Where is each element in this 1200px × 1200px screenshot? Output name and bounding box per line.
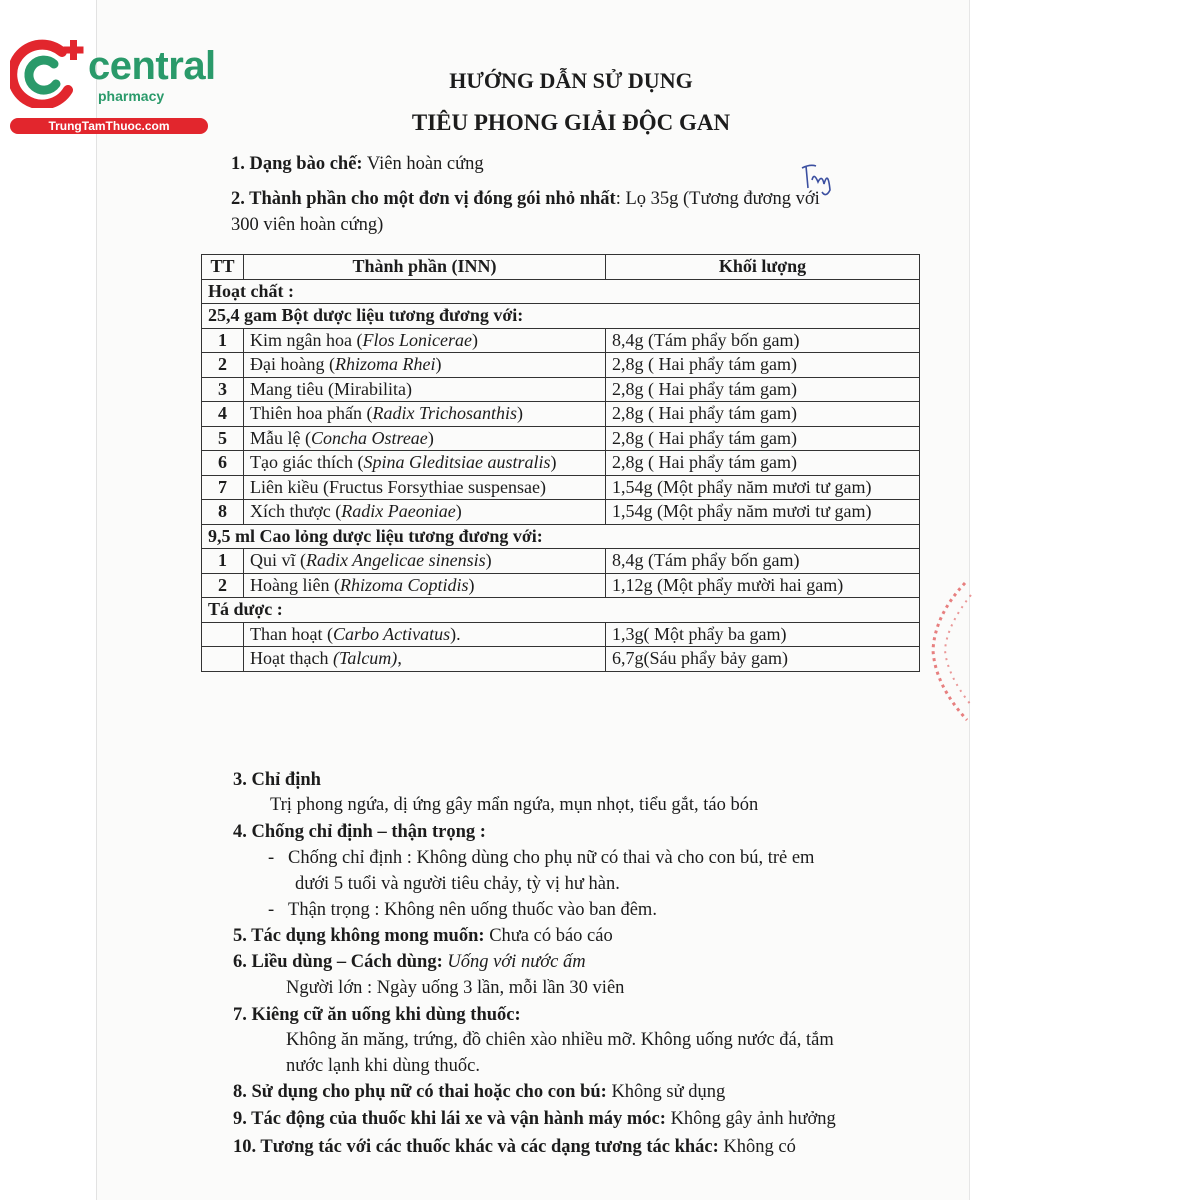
row-number: 4 (202, 402, 244, 427)
ingredient-name: Mẫu lệ (Concha Ostreae) (244, 426, 606, 451)
header-amount: Khối lượng (606, 255, 920, 280)
contraindication-bullet-cont: dưới 5 tuổi và người tiêu chảy, tỳ vị hư hàn. (295, 874, 620, 894)
table-row (202, 451, 920, 476)
powder-group-row (202, 304, 920, 329)
table-row (202, 622, 920, 647)
section-pregnancy: 8. Sử dụng cho phụ nữ có thai hoặc cho con bú: Không sử dụng (233, 1082, 726, 1102)
ingredient-amount: 2,8g ( Hai phẩy tám gam) (606, 402, 920, 427)
section-indication-title: 3. Chỉ định (233, 770, 321, 790)
ingredient-amount: 1,12g (Một phẩy mười hai gam) (606, 573, 920, 598)
table-row (202, 647, 920, 672)
section-diet-line2: nước lạnh khi dùng thuốc. (286, 1056, 480, 1076)
section-diet-title: 7. Kiêng cữ ăn uống khi dùng thuốc: (233, 1005, 521, 1025)
ingredient-amount: 6,7g(Sáu phẩy bảy gam) (606, 647, 920, 672)
doc-title: HƯỚNG DẪN SỬ DỤNG (449, 68, 693, 93)
row-number: 6 (202, 451, 244, 476)
product-title: TIÊU PHONG GIẢI ĐỘC GAN (411, 110, 731, 135)
ingredient-amount: 1,54g (Một phẩy năm mươi tư gam) (606, 500, 920, 525)
ingredient-name: Xích thược (Radix Paeoniae) (244, 500, 606, 525)
section-dosage: 6. Liều dùng – Cách dùng: Uống với nước ấm (233, 952, 586, 972)
table-header-row (202, 255, 920, 280)
ingredient-name: Tạo giác thích (Spina Gleditsiae australis) (244, 451, 606, 476)
table-row (202, 573, 920, 598)
ingredient-amount: 1,54g (Một phẩy năm mươi tư gam) (606, 475, 920, 500)
red-stamp-edge (925, 575, 973, 725)
ingredient-amount: 8,4g (Tám phẩy bốn gam) (606, 328, 920, 353)
ingredient-name: Than hoạt (Carbo Activatus). (244, 622, 606, 647)
row-number (202, 647, 244, 672)
logo-wordmark: central (88, 44, 216, 88)
row-number (202, 622, 244, 647)
excipients-row (202, 598, 920, 623)
pharmacy-cross-icon (10, 38, 90, 108)
table-row (202, 426, 920, 451)
ingredient-amount: 2,8g ( Hai phẩy tám gam) (606, 353, 920, 378)
section-indication-text: Trị phong ngứa, dị ứng gây mẩn ngứa, mụn nhọt, tiểu gắt, táo bón (270, 795, 759, 815)
table-row (202, 500, 920, 525)
ingredient-name: Qui vĩ (Radix Angelicae sinensis) (244, 549, 606, 574)
precaution-bullet: - Thận trọng : Không nên uống thuốc vào ban đêm. (268, 900, 657, 920)
section-dosage-form: 1. Dạng bào chế: Viên hoàn cứng (231, 154, 484, 174)
section-label: 25,4 gam Bột dược liệu tương đương với: (202, 304, 920, 329)
ingredient-amount: 1,3g( Một phẩy ba gam) (606, 622, 920, 647)
logo-site-banner: TrungTamThuoc.com (10, 118, 208, 134)
row-number: 3 (202, 377, 244, 402)
section-driving: 9. Tác động của thuốc khi lái xe và vận hành máy móc: Không gây ảnh hưởng (233, 1109, 836, 1129)
section-label: 9,5 ml Cao lỏng dược liệu tương đương với: (202, 524, 920, 549)
ingredient-name: Đại hoàng (Rhizoma Rhei) (244, 353, 606, 378)
row-number: 2 (202, 353, 244, 378)
row-number: 5 (202, 426, 244, 451)
row-number: 1 (202, 549, 244, 574)
ingredient-name: Hoàng liên (Rhizoma Coptidis) (244, 573, 606, 598)
extract-group-row (202, 524, 920, 549)
ingredient-amount: 2,8g ( Hai phẩy tám gam) (606, 426, 920, 451)
table-row (202, 402, 920, 427)
section-composition-cont: 300 viên hoàn cứng) (231, 215, 384, 235)
ingredient-name: Kim ngân hoa (Flos Lonicerae) (244, 328, 606, 353)
active-ingredients-row (202, 279, 920, 304)
ingredient-name: Liên kiều (Fructus Forsythiae suspensae) (244, 475, 606, 500)
table-row (202, 328, 920, 353)
section-diet-line1: Không ăn măng, trứng, đồ chiên xào nhiều mỡ. Không uống nước đá, tắm (286, 1030, 834, 1050)
row-number: 7 (202, 475, 244, 500)
section-interactions: 10. Tương tác với các thuốc khác và các dạng tương tác khác: Không có (233, 1137, 796, 1157)
ingredient-amount: 2,8g ( Hai phẩy tám gam) (606, 377, 920, 402)
row-number: 2 (202, 573, 244, 598)
section-label: Hoạt chất : (202, 279, 920, 304)
row-number: 8 (202, 500, 244, 525)
table-row (202, 377, 920, 402)
ingredient-amount: 2,8g ( Hai phẩy tám gam) (606, 451, 920, 476)
table-row (202, 353, 920, 378)
section-label: Tá dược : (202, 598, 920, 623)
ingredients-table (201, 254, 920, 672)
ingredient-name: Mang tiêu (Mirabilita) (244, 377, 606, 402)
section-contraindication-title: 4. Chống chỉ định – thận trọng : (233, 822, 486, 842)
ingredient-name: Hoạt thạch (Talcum), (244, 647, 606, 672)
logo-subtitle: pharmacy (98, 88, 165, 104)
section-dosage-detail: Người lớn : Ngày uống 3 lần, mỗi lần 30 viên (286, 978, 625, 998)
section-side-effects: 5. Tác dụng không mong muốn: Chưa có báo cáo (233, 926, 613, 946)
row-number: 1 (202, 328, 244, 353)
ingredient-amount: 8,4g (Tám phẩy bốn gam) (606, 549, 920, 574)
header-tt: TT (202, 255, 244, 280)
table-row (202, 475, 920, 500)
section-composition: 2. Thành phần cho một đơn vị đóng gói nhỏ nhất: Lọ 35g (Tương đương với (231, 189, 820, 209)
header-ingredient: Thành phần (INN) (244, 255, 606, 280)
ingredient-name: Thiên hoa phấn (Radix Trichosanthis) (244, 402, 606, 427)
table-row (202, 549, 920, 574)
contraindication-bullet: - Chống chỉ định : Không dùng cho phụ nữ có thai và cho con bú, trẻ em (268, 848, 815, 868)
